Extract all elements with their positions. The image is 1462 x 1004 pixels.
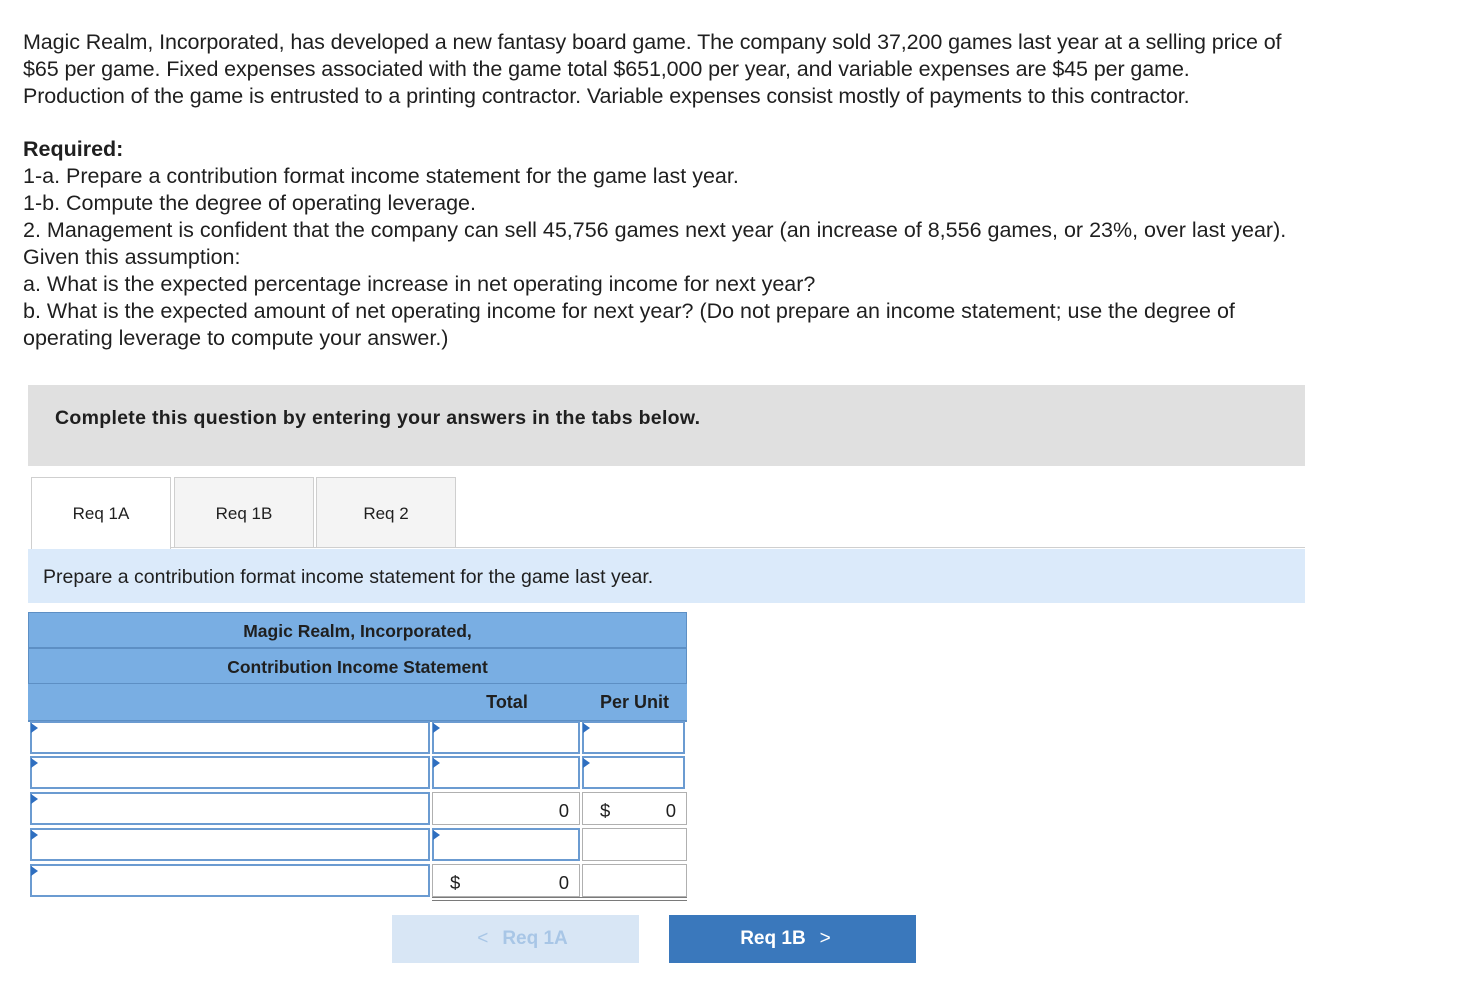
instructions-banner (28, 385, 1305, 466)
total-column-header (432, 684, 582, 722)
problem-line: Production of the game is entrusted to a printing contractor. Variable expenses consist mostly of payments to this contractor. (23, 84, 1190, 108)
next-req-button[interactable] (669, 915, 916, 963)
label-column-header (28, 684, 432, 722)
double-underline (432, 900, 687, 901)
required-item: 1-b. Compute the degree of operating leverage. (23, 191, 476, 215)
chevron-left-icon: < (477, 928, 489, 949)
statement-title: Contribution Income Statement (28, 648, 687, 684)
row2-total-input[interactable] (432, 756, 580, 789)
row3-total-value: 0 (558, 800, 569, 821)
double-underline (432, 897, 687, 898)
row5-per-unit (582, 864, 687, 897)
problem-text (23, 29, 1443, 110)
required-heading: Required: (23, 137, 124, 161)
total-header-label: Total (486, 692, 528, 712)
row3-per-unit (582, 792, 687, 825)
row3-per-unit-value: 0 (665, 800, 676, 821)
row2-label-input[interactable] (30, 756, 430, 789)
required-item: b. What is the expected amount of net operating income for next year? (Do not prepare an income statement; use the degree of (23, 299, 1235, 323)
row4-per-unit (582, 828, 687, 861)
per-unit-column-header (582, 684, 687, 722)
required-item: 1-a. Prepare a contribution format income statement for the game last year. (23, 164, 739, 188)
row5-total (432, 864, 580, 897)
row1-per-unit-input[interactable] (582, 721, 685, 754)
income-statement (28, 612, 687, 902)
tab-instruction (28, 549, 1305, 603)
required-item: 2. Management is confident that the company can sell 45,756 games next year (an increase of 8,556 games, or 23%, over last year). (23, 218, 1287, 242)
row2-per-unit-input[interactable] (582, 756, 685, 789)
row1-total-input[interactable] (432, 721, 580, 754)
row3-dollar-sign: $ (600, 800, 611, 821)
prev-req-button[interactable] (392, 915, 639, 963)
next-button-label: Req 1B (740, 928, 806, 949)
required-item: operating leverage to compute your answer.) (23, 326, 449, 350)
required-section (23, 136, 1443, 352)
company-name: Magic Realm, Incorporated, (28, 612, 687, 648)
chevron-right-icon: > (819, 928, 831, 949)
banner-text: Complete this question by entering your answers in the tabs below. (55, 407, 701, 429)
prev-button-label: Req 1A (502, 928, 568, 949)
per-unit-header-label: Per Unit (599, 692, 669, 712)
instruction-text: Prepare a contribution format income statement for the game last year. (43, 566, 654, 588)
required-item: Given this assumption: (23, 245, 241, 269)
required-item: a. What is the expected percentage increase in net operating income for next year? (23, 272, 816, 296)
tab-req-1a[interactable]: Req 1A (31, 477, 171, 549)
tab-req-1b[interactable]: Req 1B (174, 477, 314, 548)
problem-line: $65 per game. Fixed expenses associated with the game total $651,000 per year, and variable expenses are $45 per game. (23, 57, 1190, 81)
tab-req-2[interactable]: Req 2 (316, 477, 456, 548)
problem-line: Magic Realm, Incorporated, has developed a new fantasy board game. The company sold 37,200 games last year at a selling price of (23, 30, 1282, 54)
row4-total-input[interactable] (432, 828, 580, 861)
row5-label-input[interactable] (30, 864, 430, 897)
row3-total (432, 792, 580, 825)
row5-total-value: 0 (558, 872, 569, 893)
row5-dollar-sign: $ (450, 872, 461, 893)
row1-label-input[interactable] (30, 721, 430, 754)
tab-divider (171, 547, 1305, 548)
row4-label-input[interactable] (30, 828, 430, 861)
row3-label-input[interactable] (30, 792, 430, 825)
